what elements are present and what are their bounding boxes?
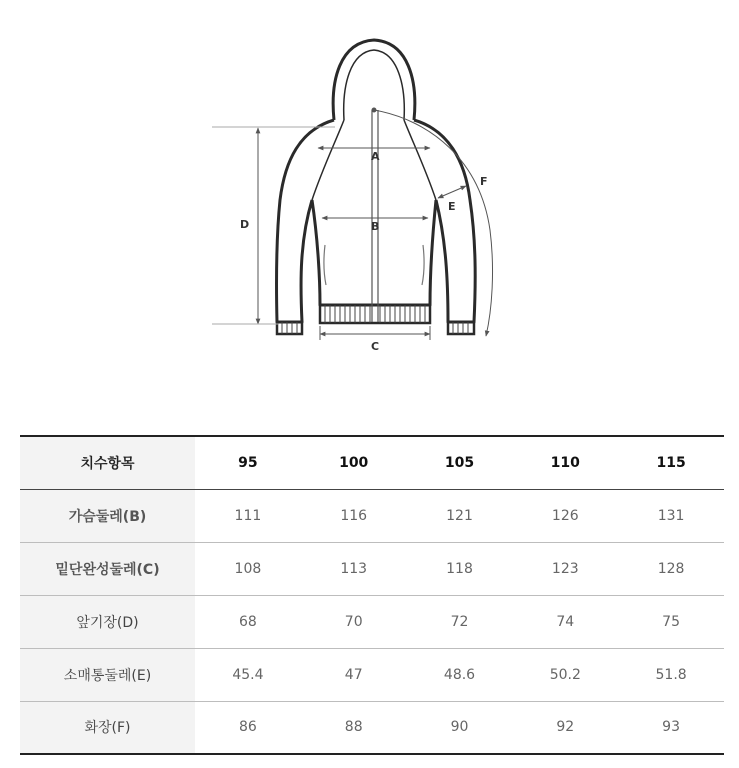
size-header-cell: 95 xyxy=(238,454,258,471)
row-label-chest: 가슴둘레(B) xyxy=(20,489,195,542)
row-label-front-length: 앞기장(D) xyxy=(20,595,195,648)
table-row xyxy=(20,542,724,595)
zipper xyxy=(372,110,378,322)
table-cell: 116 xyxy=(340,507,368,524)
marker-e-label: E xyxy=(448,200,456,213)
table-row xyxy=(20,701,724,754)
table-cell: 111 xyxy=(234,507,262,524)
table-cell: 90 xyxy=(450,719,469,736)
marker-d-label: D xyxy=(240,218,250,231)
hoodie-measurement-diagram xyxy=(200,30,540,360)
table-cell: 92 xyxy=(556,719,575,736)
table-cell: 75 xyxy=(662,613,680,630)
table-cell: 72 xyxy=(450,613,469,630)
table-cell: 93 xyxy=(662,719,680,736)
marker-f-label: F xyxy=(480,175,488,188)
row-label-sleeve-length: 화장(F) xyxy=(20,701,195,754)
header-label-cell: 치수항목 xyxy=(20,436,195,489)
size-header-cell: 110 xyxy=(550,454,580,471)
table-cell: 45.4 xyxy=(232,666,264,683)
table-cell: 68 xyxy=(238,613,257,630)
row-label-hem: 밑단완성둘레(C) xyxy=(20,542,195,595)
table-cell: 123 xyxy=(551,560,579,577)
table-cell: 118 xyxy=(446,560,473,577)
table-row xyxy=(20,489,724,542)
table-cell: 128 xyxy=(657,560,685,577)
table-row xyxy=(20,595,724,648)
table-cell: 48.6 xyxy=(443,666,476,683)
table-cell: 126 xyxy=(551,507,579,524)
marker-a-label: A xyxy=(371,150,380,163)
table-cell: 86 xyxy=(238,719,257,736)
table-cell: 121 xyxy=(446,507,473,524)
table-cell: 113 xyxy=(340,560,368,577)
size-header-cell: 105 xyxy=(444,454,475,471)
table-cell: 74 xyxy=(556,613,575,630)
table-cell: 131 xyxy=(657,507,685,524)
table-cell: 47 xyxy=(344,666,363,683)
marker-b-label: B xyxy=(371,220,380,233)
table-header-row xyxy=(20,436,724,489)
table-cell: 50.2 xyxy=(549,666,581,683)
marker-c-label: C xyxy=(371,340,380,353)
ribbed-hem xyxy=(277,305,474,334)
table-row xyxy=(20,648,724,701)
row-label-sleeve-width: 소매통둘레(E) xyxy=(20,648,195,701)
table-cell: 108 xyxy=(234,560,262,577)
size-header-cell: 115 xyxy=(656,454,686,471)
table-cell: 88 xyxy=(344,719,363,736)
pockets xyxy=(324,245,424,285)
size-header-cell: 100 xyxy=(339,454,369,471)
table-cell: 51.8 xyxy=(655,666,687,683)
table-cell: 70 xyxy=(344,613,363,630)
size-chart-table xyxy=(20,435,724,755)
